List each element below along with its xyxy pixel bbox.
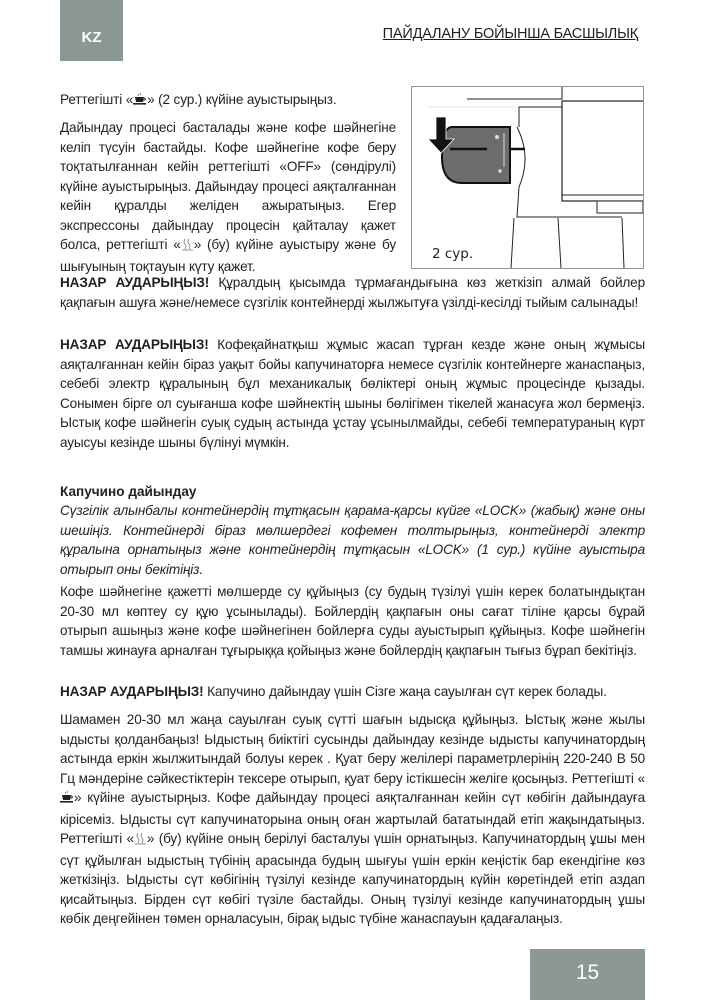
regulator-illustration [412, 87, 643, 268]
language-tab [60, 0, 123, 61]
warning-paragraph-2: НАЗАР АУДАРЫҢЫЗ! Кофеқайнатқыш жұмыс жасап тұрған кезде және оның жұмысы аяқталғаннан кейін біраз уақыт бойы капучинаторға немесе сүзгілік контейнерге жанаспаңыз, себебі электр құралының бұл механикалық бөліктері оның жұмыс процесінде қызады. Сонымен бірге ол суығанша кофе шәйнектің шыны бөлігімен тікелей жанасуға жол бермеңіз. Ыстық кофе шәйнегін суық судың астында ұстау ұсынылмайды, себебі температураның күрт ауысуы кезінде шыны бүлінуі мүмкін. [60, 337, 645, 450]
warning-paragraph-3: НАЗАР АУДАРЫҢЫЗ! Капучино дайындау үшін Сізге жаңа сауылған сүт керек болады. [60, 684, 607, 699]
steam-icon [134, 831, 147, 851]
coffee-cup-icon [133, 92, 147, 112]
instruction-paragraph-2: Дайындау процесі басталады және кофе шәйнегіне келіп түсуін бастайды. Кофе шәйнегіне кофе беру тоқтатылғаннан кейін реттегішті «OFF» (сөндірулі) күйіне ауыстырыңыз. Дайындау процесі аяқталғаннан кейін құралды желіден ажыратыңыз. Егер экспрессоны дайындау процесін қайталау қажет болса, реттегішті « » (бу) күйіне ауыстыру және бу шығуының тоқтауын күту қажет. [60, 120, 396, 274]
page-header-title: ПАЙДАЛАНУ БОЙЫНША БАСШЫЛЫҚ [382, 26, 638, 42]
language-code: KZ [81, 29, 102, 46]
coffee-cup-icon [60, 790, 74, 810]
section-title-cappuccino: Капучино дайындау [60, 484, 197, 499]
steam-icon [181, 237, 194, 257]
warning-paragraph-1: НАЗАР АУДАРЫҢЫЗ! Құралдың қысымда тұрмағандығына көз жеткізіп алмай бойлер қақпағын ашуға және/немесе сүзгілік контейнерді жылжытуға үзілді-кесілді тыйым салынады! [60, 275, 645, 310]
milk-instruction-paragraph: Шамамен 20-30 мл жаңа сауылған суық сүтті шағын ыдысқа құйыңыз. Ыстық және жылы ыдысты қолданбаңыз! Ыдыстың биіктігі сусынды дайындау кезінде ыдысты капучинатордың астында еркін жылжитындай болуы керек . Қуат беру желілері параметрлерінің 220-240 В 50 Гц мәндеріне сәйкестіктерін тексере отырып, қуат беру істікшесін желіге қосыңыз. Реттегішті «» күйіне ауыстырңыз. Кофе дайындау процесі аяқталғаннан кейін сүт көбігін дайындауға кірісеміз. Ыдысты сүт капучинаторына оның оған жартылай бататындай етіп жақындатыңыз. Реттегішті « » (бу) күйіне оның берілуі басталуы үшін орнатыңыз. Капучинатордың ұшы мен сүт құйылған ыдыстың түбінің арасында будың шығуы үшін еркін кеңістік бар екендігіне көз жеткізіңіз. Ыдысты сүт көбігінің түзілуі кезінде капучинатордың күйін көретіндей етіп аздап қисайтыңыз. Бірден сүт көбігі түзіле бастайды. Оның түзілуі кезінде капучинатордың ұшы көбік деңгейінен төмен орналасуын, бірақ ыдыс түбіне жанаспауын қадағалаңыз. [60, 712, 645, 926]
page-number: 15 [530, 949, 645, 1000]
warning-label: НАЗАР АУДАРЫҢЫЗ! [60, 684, 204, 699]
warning-label: НАЗАР АУДАРЫҢЫЗ! [60, 337, 209, 352]
warning-label: НАЗАР АУДАРЫҢЫЗ! [60, 275, 210, 290]
figure-2 [411, 86, 644, 269]
italic-instruction-paragraph: Сүзгілік алынбалы контейнердің тұтқасын қарама-қарсы күйге «LOCK» (жабық) және оны шешіңіз. Контейнерді біраз мөлшердегі кофемен толтырыңыз, контейнерді электр құралына орнатыңыз және контейнердің тұтқасын «LOCK» (1 сур.) күйіне ауыстыра отырып оны бекітіңіз. [60, 503, 645, 577]
figure-caption: 2 сур. [432, 246, 474, 262]
water-instruction-paragraph: Кофе шәйнегіне қажетті мөлшерде су құйыңыз (су будың түзілуі үшін керек болатындықтан 20-30 мл көптеу су құю ұсынылады). Бойлердің қақпағын оны сағат тіліне қарсы бұрай отырып ашыңыз және кофе шәйнегінен бойлерға суды ауыстырып құйыңыз. Кофе шәйнегін тамшы жинауға арналған тұғырыққа қойыңыз және бойлердің қақпағын тығыз бұрап бекітіңіз. [60, 584, 645, 658]
instruction-paragraph-1: Реттегішті « » (2 сур.) күйіне ауыстырыңыз. [60, 90, 396, 112]
